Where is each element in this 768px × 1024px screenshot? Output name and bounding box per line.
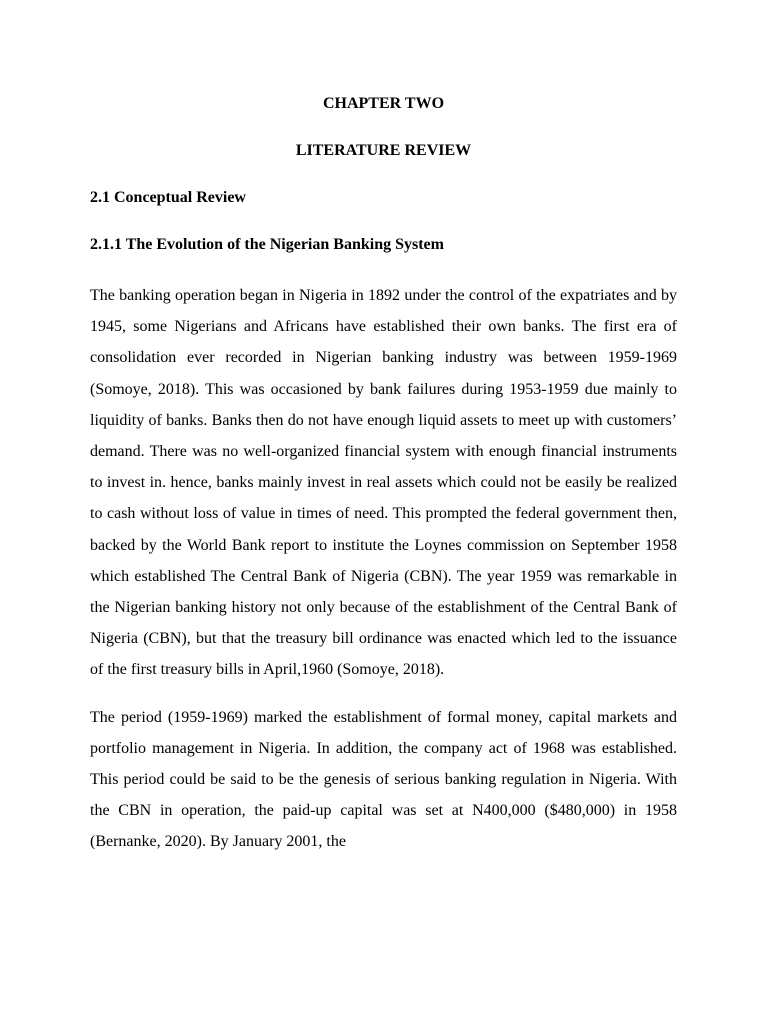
chapter-label: CHAPTER TWO bbox=[322, 95, 445, 112]
subsection-heading: 2.1.1 The Evolution of the Nigerian Banking System bbox=[90, 236, 444, 253]
chapter-title: LITERATURE REVIEW bbox=[295, 142, 472, 159]
body-paragraph-2: The period (1959-1969) marked the establishment of formal money, capital markets and portfolio management in Nigeria. In addition, the company act of 1968 was established. This period could be said to be the genesis of serious banking regulation in Nigeria. With the CBN in operation, the paid-up capital was set at N400,000 ($480,000) in 1958 (Bernanke, 2020). By January 2001, the bbox=[90, 708, 677, 851]
section-heading: 2.1 Conceptual Review bbox=[90, 189, 246, 206]
body-paragraph-1: The banking operation began in Nigeria in 1892 under the control of the expatriates and by 1945, some Nigerians and Africans have established their own banks. The first era of consolidation ever recorded in Nigerian banking industry was between 1959-1969 (Somoye, 2018). This was occasioned by bank failures during 1953-1959 due mainly to liquidity of banks. Banks then do not have enough liquid assets to meet up with customers’ demand. There was no well-organized financial system with enough financial instruments to invest in. hence, banks mainly invest in real assets which could not be easily be realized to cash without loss of value in times of need. This prompted the federal government then, backed by the World Bank report to institute the Loynes commission on September 1958 which established The Central Bank of Nigeria (CBN). The year 1959 was remarkable in the Nigerian banking history not only because of the establishment of the Central Bank of Nigeria (CBN), but that the treasury bill ordinance was enacted which led to the issuance of the first treasury bills in April,1960 (Somoye, 2018). bbox=[90, 287, 677, 679]
document-page bbox=[90, 92, 677, 874]
